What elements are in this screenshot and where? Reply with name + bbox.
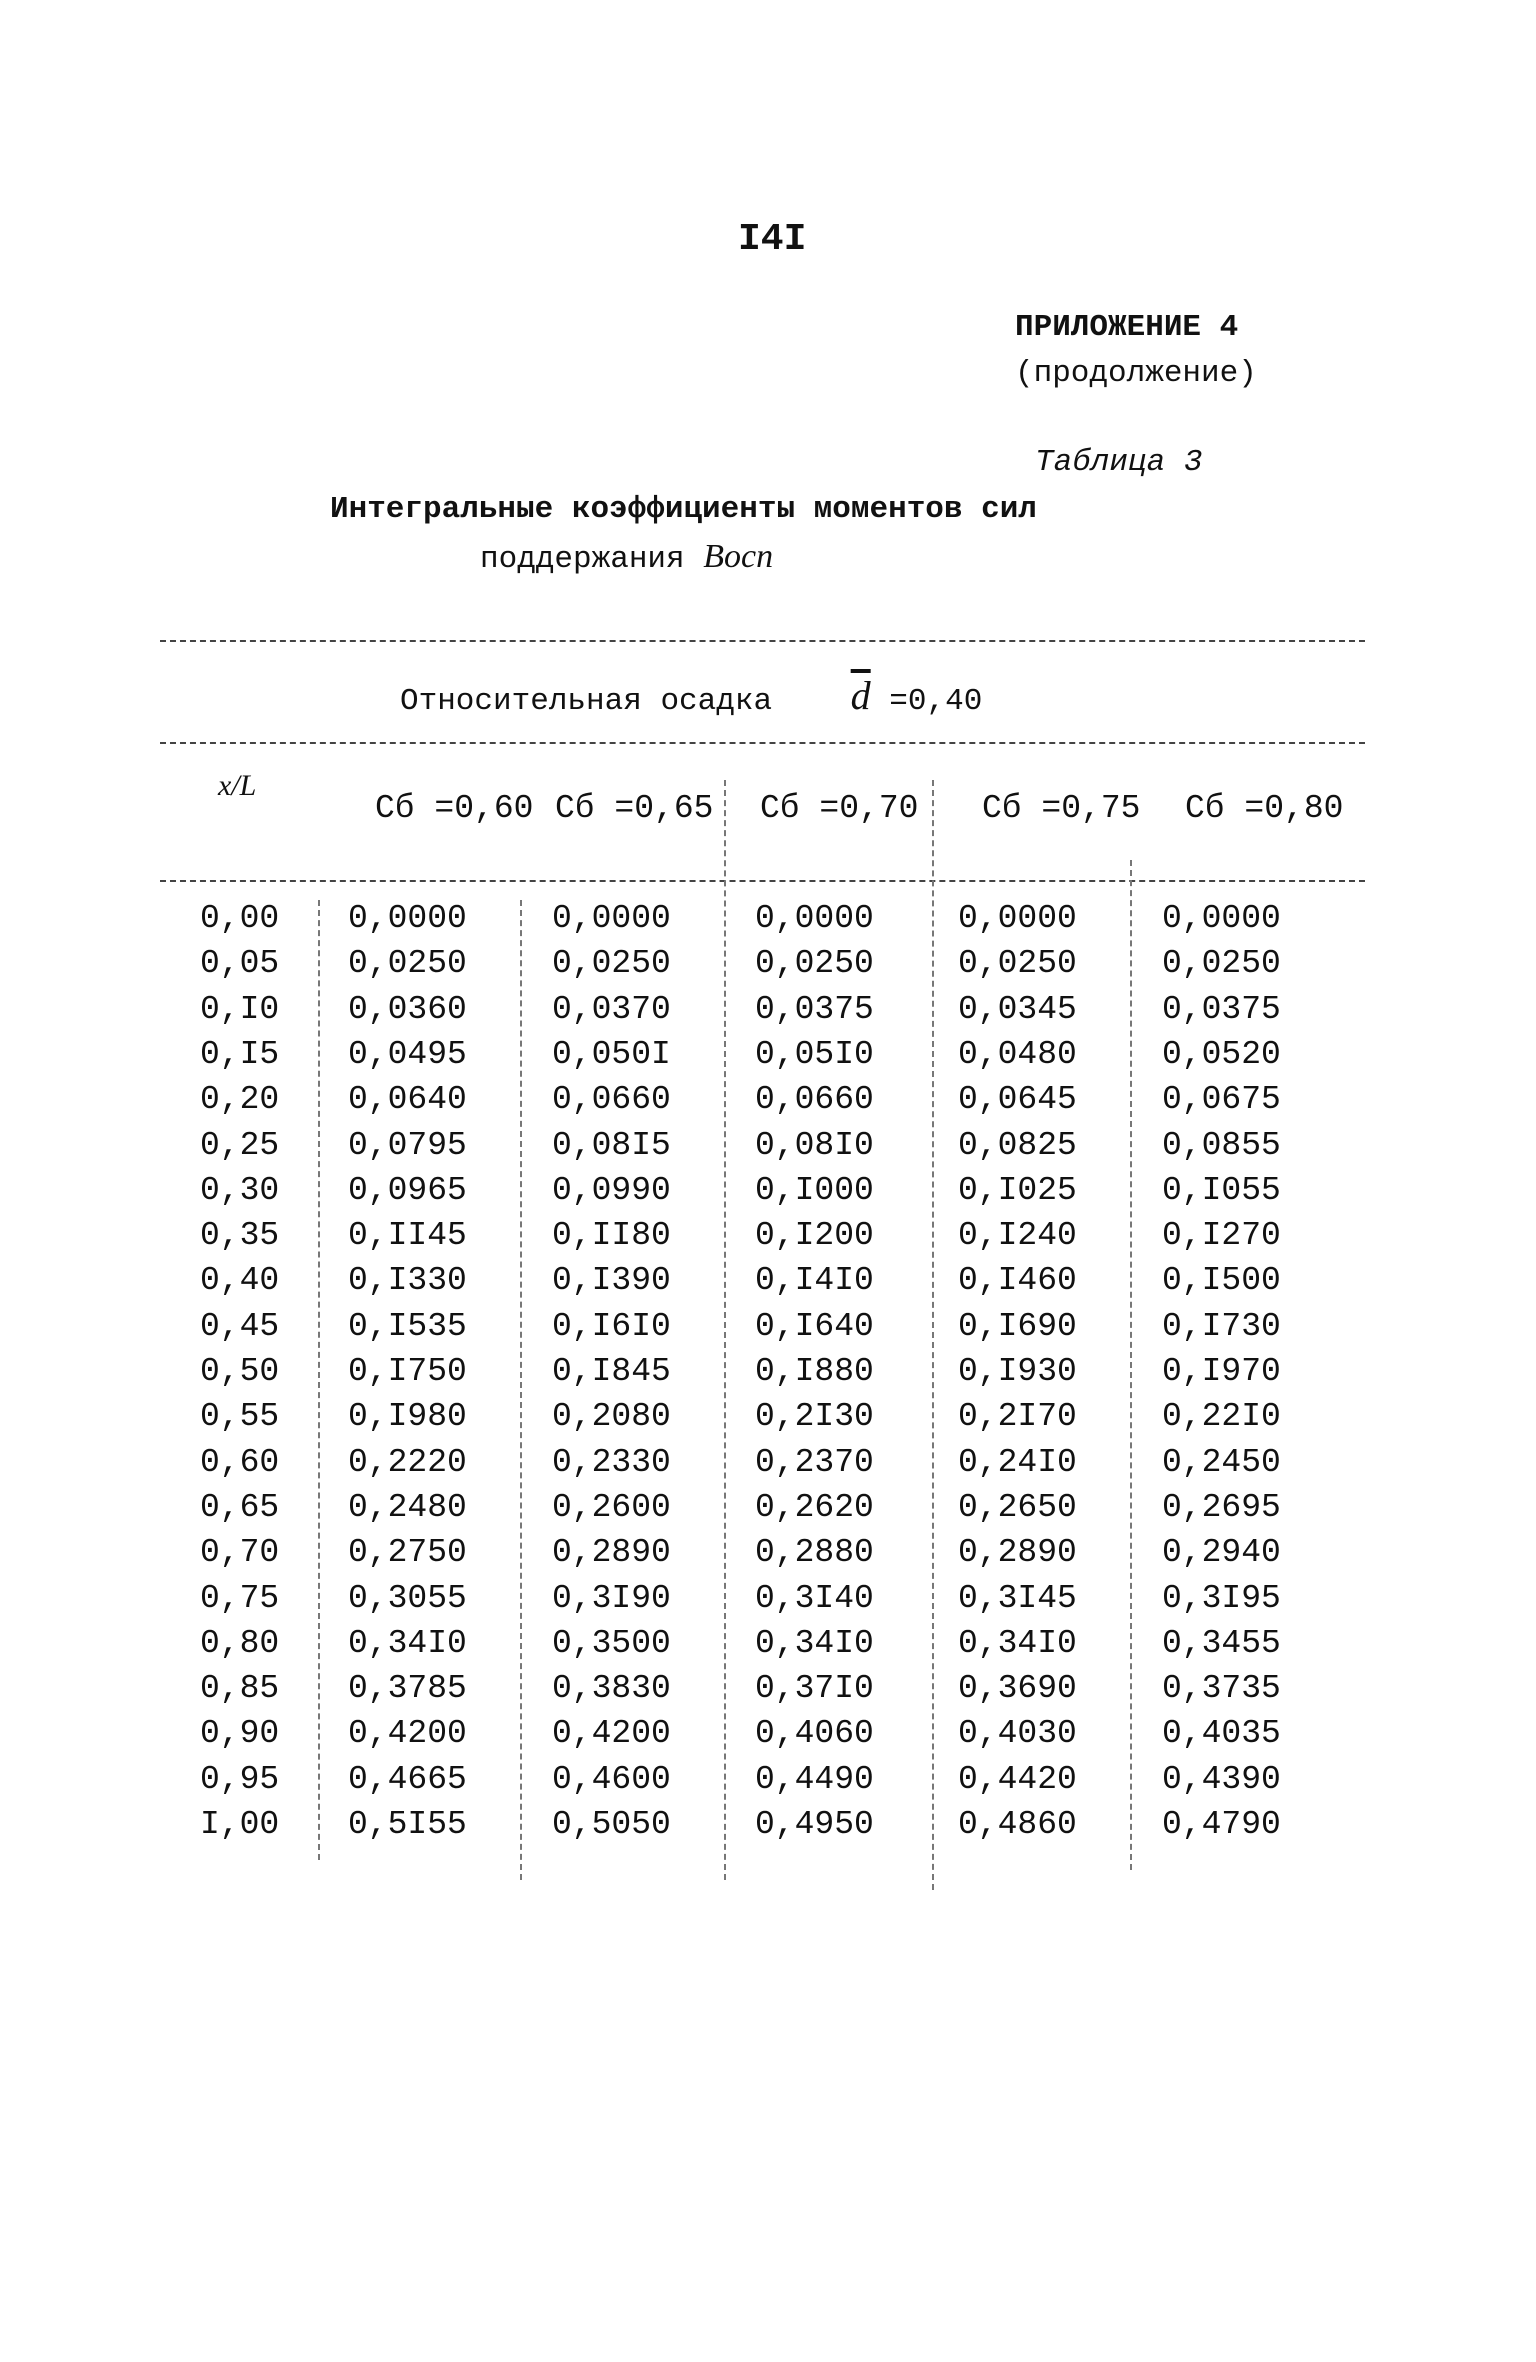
cell-value: 0,4790 — [1162, 1806, 1281, 1843]
cell-value: 0,0795 — [348, 1126, 467, 1164]
cell-value: 0,0375 — [755, 990, 874, 1028]
cell-value: 0,I750 — [348, 1353, 467, 1390]
cell-value: 0,I240 — [958, 1217, 1077, 1255]
cell-value: 0,I270 — [1162, 1217, 1281, 1255]
cell-value: 0,I055 — [1162, 1171, 1281, 1209]
cell-value: 0,4390 — [1162, 1760, 1281, 1798]
cell-value: 0,24I0 — [958, 1443, 1077, 1481]
cell-value: 0,0000 — [958, 900, 1077, 937]
cell-value: 0,34I0 — [348, 1624, 467, 1662]
cell-value: 0,2600 — [552, 1488, 671, 1526]
cell-value: 0,34I0 — [958, 1624, 1077, 1662]
cell-value: 0,08I0 — [755, 1126, 874, 1164]
table-label: Таблица 3 — [1035, 445, 1203, 480]
cell-value: 0,I200 — [755, 1217, 874, 1255]
cell-value: 0,4060 — [755, 1715, 874, 1753]
table-title-line2 — [480, 538, 773, 577]
cell-value: 0,I970 — [1162, 1353, 1281, 1390]
table-row — [0, 1353, 1536, 1398]
table-row — [0, 1670, 1536, 1715]
cell-value: 0,2890 — [552, 1534, 671, 1572]
cell-value: 0,I980 — [348, 1398, 467, 1436]
cell-value: 0,0660 — [755, 1081, 874, 1119]
row-x-value: 0,40 — [200, 1262, 280, 1300]
divider — [160, 640, 1365, 642]
row-x-value: 0,I5 — [200, 1035, 280, 1073]
cell-value: 0,2650 — [958, 1488, 1077, 1526]
cell-value: 0,37I0 — [755, 1670, 874, 1708]
cell-value: 0,4665 — [348, 1760, 467, 1798]
table-row — [0, 1398, 1536, 1443]
continuation-label: (продолжение) — [1015, 356, 1257, 391]
table-row — [0, 900, 1536, 945]
cell-value: 0,4200 — [348, 1715, 467, 1753]
row-x-value: 0,55 — [200, 1398, 280, 1436]
cell-value: 0,050I — [552, 1035, 671, 1073]
cell-value: 0,I460 — [958, 1262, 1077, 1300]
cell-value: 0,II45 — [348, 1217, 467, 1255]
cell-value: 0,I690 — [958, 1307, 1077, 1345]
cell-value: 0,I535 — [348, 1307, 467, 1345]
cell-value: 0,I330 — [348, 1262, 467, 1300]
cell-value: 0,2080 — [552, 1398, 671, 1436]
cell-value: 0,2I30 — [755, 1398, 874, 1436]
subheader — [400, 672, 982, 719]
cell-value: 0,5050 — [552, 1806, 671, 1843]
cell-value: 0,2I70 — [958, 1398, 1077, 1436]
subheader-symbol: $\overline{d}$ — [850, 673, 871, 718]
cell-value: 0,4950 — [755, 1806, 874, 1843]
cell-value: 0,3735 — [1162, 1670, 1281, 1708]
cell-value: 0,4490 — [755, 1760, 874, 1798]
cell-value: 0,0965 — [348, 1171, 467, 1209]
cell-value: 0,0660 — [552, 1081, 671, 1119]
row-x-value: 0,45 — [200, 1307, 280, 1345]
cell-value: 0,0825 — [958, 1126, 1077, 1164]
cell-value: 0,0480 — [958, 1035, 1077, 1073]
cell-value: 0,I730 — [1162, 1307, 1281, 1345]
cell-value: 0,3455 — [1162, 1624, 1281, 1662]
page-number: I4I — [738, 218, 807, 261]
cell-value: 0,3I95 — [1162, 1579, 1281, 1617]
row-x-value: 0,25 — [200, 1126, 280, 1164]
table-row — [0, 945, 1536, 990]
table-row — [0, 1172, 1536, 1217]
row-x-value: 0,75 — [200, 1579, 280, 1617]
cell-value: 0,3I40 — [755, 1579, 874, 1617]
cell-value: 0,II80 — [552, 1217, 671, 1255]
cell-value: 0,I390 — [552, 1262, 671, 1300]
cell-value: 0,I845 — [552, 1353, 671, 1390]
cell-value: 0,3500 — [552, 1624, 671, 1662]
row-x-value: 0,35 — [200, 1217, 280, 1255]
cell-value: 0,0000 — [348, 900, 467, 937]
row-x-value: I,00 — [200, 1806, 280, 1843]
header-col: Cб =0,60 — [375, 790, 534, 827]
header-col: Cб =0,75 — [982, 790, 1141, 827]
table-row — [0, 1534, 1536, 1579]
cell-value: 0,0855 — [1162, 1126, 1281, 1164]
table-row — [0, 991, 1536, 1036]
cell-value: 0,0990 — [552, 1171, 671, 1209]
table-title: Интегральные коэффициенты моментов сил — [330, 492, 1037, 527]
row-x-value: 0,00 — [200, 900, 280, 937]
row-x-value: 0,85 — [200, 1670, 280, 1708]
row-x-value: 0,95 — [200, 1760, 280, 1798]
cell-value: 0,2695 — [1162, 1488, 1281, 1526]
row-x-value: 0,80 — [200, 1624, 280, 1662]
cell-value: 0,4035 — [1162, 1715, 1281, 1753]
row-x-value: 0,I0 — [200, 990, 280, 1028]
cell-value: 0,2480 — [348, 1488, 467, 1526]
cell-value: 0,I880 — [755, 1353, 874, 1390]
table-row — [0, 1580, 1536, 1625]
cell-value: 0,0520 — [1162, 1035, 1281, 1073]
cell-value: 0,0250 — [552, 945, 671, 983]
row-x-value: 0,30 — [200, 1171, 280, 1209]
cell-value: 0,2370 — [755, 1443, 874, 1481]
title-text: поддержания — [480, 542, 685, 577]
cell-value: 0,0675 — [1162, 1081, 1281, 1119]
cell-value: 0,I6I0 — [552, 1307, 671, 1345]
cell-value: 0,I025 — [958, 1171, 1077, 1209]
row-x-value: 0,70 — [200, 1534, 280, 1572]
cell-value: 0,3I90 — [552, 1579, 671, 1617]
cell-value: 0,3690 — [958, 1670, 1077, 1708]
cell-value: 0,I4I0 — [755, 1262, 874, 1300]
header-x-over-l: x/L — [218, 769, 257, 802]
divider — [160, 742, 1365, 744]
cell-value: 0,I000 — [755, 1171, 874, 1209]
table-row — [0, 1715, 1536, 1760]
table-row — [0, 1262, 1536, 1307]
cell-value: 0,3830 — [552, 1670, 671, 1708]
cell-value: 0,4030 — [958, 1715, 1077, 1753]
header-col: Cб =0,70 — [760, 790, 919, 827]
table-row — [0, 1308, 1536, 1353]
cell-value: 0,0000 — [1162, 900, 1281, 937]
cell-value: 0,22I0 — [1162, 1398, 1281, 1436]
row-x-value: 0,05 — [200, 945, 280, 983]
cell-value: 0,0495 — [348, 1035, 467, 1073]
cell-value: 0,2750 — [348, 1534, 467, 1572]
cell-value: 0,4200 — [552, 1715, 671, 1753]
cell-value: 0,0000 — [552, 900, 671, 937]
table-row — [0, 1127, 1536, 1172]
table-row — [0, 1806, 1536, 1851]
row-x-value: 0,50 — [200, 1353, 280, 1390]
cell-value: 0,0250 — [1162, 945, 1281, 983]
table-row — [0, 1625, 1536, 1670]
cell-value: 0,0640 — [348, 1081, 467, 1119]
row-x-value: 0,60 — [200, 1443, 280, 1481]
cell-value: 0,I500 — [1162, 1262, 1281, 1300]
cell-value: 0,2940 — [1162, 1534, 1281, 1572]
table-row — [0, 1489, 1536, 1534]
table-row — [0, 1081, 1536, 1126]
table-row — [0, 1761, 1536, 1806]
divider — [160, 880, 1365, 882]
title-symbol: Bосп — [703, 538, 774, 575]
cell-value: 0,2880 — [755, 1534, 874, 1572]
cell-value: 0,2890 — [958, 1534, 1077, 1572]
cell-value: 0,0370 — [552, 990, 671, 1028]
cell-value: 0,4860 — [958, 1806, 1077, 1843]
cell-value: 0,34I0 — [755, 1624, 874, 1662]
cell-value: 0,2450 — [1162, 1443, 1281, 1481]
subheader-value: =0,40 — [889, 684, 983, 719]
cell-value: 0,2620 — [755, 1488, 874, 1526]
cell-value: 0,0000 — [755, 900, 874, 937]
cell-value: 0,0375 — [1162, 990, 1281, 1028]
cell-value: 0,0250 — [958, 945, 1077, 983]
cell-value: 0,2220 — [348, 1443, 467, 1481]
cell-value: 0,0360 — [348, 990, 467, 1028]
table-row — [0, 1036, 1536, 1081]
cell-value: 0,3055 — [348, 1579, 467, 1617]
row-x-value: 0,65 — [200, 1488, 280, 1526]
cell-value: 0,4600 — [552, 1760, 671, 1798]
subheader-label: Относительная осадка — [400, 684, 773, 719]
table-row — [0, 1217, 1536, 1262]
cell-value: 0,0645 — [958, 1081, 1077, 1119]
appendix-label: ПРИЛОЖЕНИЕ 4 — [1015, 310, 1239, 345]
cell-value: 0,4420 — [958, 1760, 1077, 1798]
header-col: Cб =0,80 — [1185, 790, 1344, 827]
cell-value: 0,0250 — [348, 945, 467, 983]
row-x-value: 0,90 — [200, 1715, 280, 1753]
cell-value: 0,0345 — [958, 990, 1077, 1028]
cell-value: 0,05I0 — [755, 1035, 874, 1073]
cell-value: 0,0250 — [755, 945, 874, 983]
cell-value: 0,I930 — [958, 1353, 1077, 1390]
cell-value: 0,08I5 — [552, 1126, 671, 1164]
header-col: Cб =0,65 — [555, 790, 714, 827]
cell-value: 0,5I55 — [348, 1806, 467, 1843]
cell-value: 0,I640 — [755, 1307, 874, 1345]
cell-value: 0,3I45 — [958, 1579, 1077, 1617]
cell-value: 0,2330 — [552, 1443, 671, 1481]
table-row — [0, 1444, 1536, 1489]
cell-value: 0,3785 — [348, 1670, 467, 1708]
row-x-value: 0,20 — [200, 1081, 280, 1119]
